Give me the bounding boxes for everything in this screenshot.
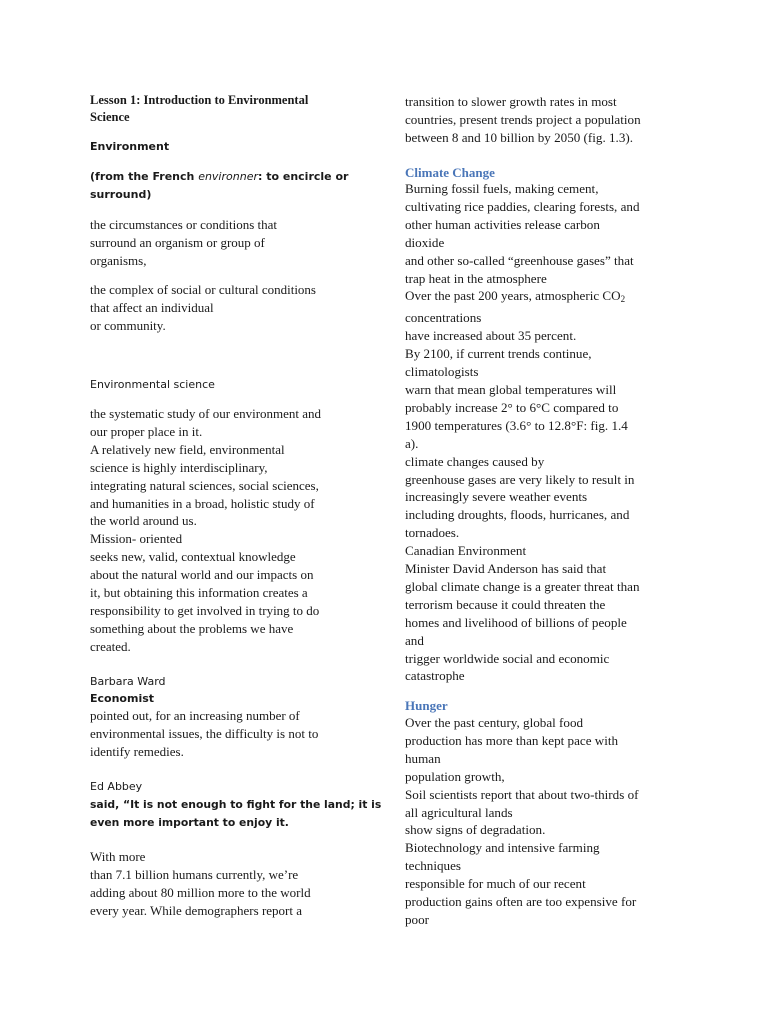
text-line: concentrations bbox=[405, 310, 482, 326]
text-line: the systematic study of our environment and bbox=[90, 406, 322, 421]
co2-subscript: 2 bbox=[620, 294, 626, 305]
french-line2: surround) bbox=[90, 188, 152, 201]
definition-2 bbox=[90, 281, 316, 335]
text-line: Mission- oriented bbox=[90, 531, 183, 547]
text-line: human bbox=[405, 750, 441, 766]
lesson-title bbox=[90, 92, 350, 126]
population-body bbox=[90, 848, 311, 920]
text-line: and bbox=[405, 632, 424, 648]
text-line: trap heat in the atmosphere bbox=[405, 270, 547, 286]
text-line: countries, present trends project a population bbox=[405, 111, 641, 127]
text-line: homes and livelihood of billions of people bbox=[405, 614, 627, 630]
text-line: probably increase 2° to 6°C compared to bbox=[405, 399, 619, 415]
text-line: techniques bbox=[405, 858, 461, 874]
text-line: seeks new, valid, contextual knowledge bbox=[90, 549, 296, 565]
text-line: science is highly interdisciplinary, bbox=[90, 459, 268, 475]
text-line: and humanities in a broad, holistic study of bbox=[90, 495, 315, 511]
text-line: catastrophe bbox=[405, 668, 465, 684]
text-line: pointed out, for an increasing number of bbox=[90, 708, 300, 723]
text-line: tornadoes. bbox=[405, 525, 460, 541]
text-line: identify remedies. bbox=[90, 743, 184, 759]
text-line: or community. bbox=[90, 317, 166, 333]
text-line: 1900 temperatures (3.6° to 12.8°F: fig. 1.4 bbox=[405, 417, 628, 433]
ward-body bbox=[90, 707, 318, 761]
text-line: global climate change is a greater threat than bbox=[405, 578, 640, 594]
text-line: dioxide bbox=[405, 234, 445, 250]
text-line: all agricultural lands bbox=[405, 804, 513, 820]
text-line: production gains often are too expensive for bbox=[405, 894, 637, 910]
environment-heading: Environment bbox=[90, 140, 170, 153]
french-word: environner bbox=[198, 170, 258, 183]
text-line: it, but obtaining this information creates a bbox=[90, 585, 308, 601]
text-line: have increased about 35 percent. bbox=[405, 328, 577, 344]
text-line: that affect an individual bbox=[90, 299, 214, 315]
text-line: about the natural world and our impacts on bbox=[90, 567, 314, 583]
text-line: integrating natural sciences, social sciences, bbox=[90, 477, 319, 493]
ward-name: Barbara Ward bbox=[90, 675, 166, 688]
climate-body bbox=[405, 180, 640, 685]
text-line: warn that mean global temperatures will bbox=[405, 381, 617, 397]
french-prefix: (from the French bbox=[90, 170, 199, 183]
text-line: organisms, bbox=[90, 252, 147, 268]
text-line: By 2100, if current trends continue, bbox=[405, 346, 592, 362]
text-line: our proper place in it. bbox=[90, 423, 203, 439]
ward-role: Economist bbox=[90, 692, 155, 705]
text-line: show signs of degradation. bbox=[405, 822, 546, 838]
text-line: Minister David Anderson has said that bbox=[405, 561, 607, 577]
hunger-body bbox=[405, 714, 638, 929]
text-line: including droughts, floods, hurricanes, and bbox=[405, 507, 630, 523]
title-line: Lesson 1: Introduction to Environmental bbox=[90, 93, 309, 107]
text-line: A relatively new field, environmental bbox=[90, 441, 285, 457]
text-line: the circumstances or conditions that bbox=[90, 217, 278, 232]
french-origin bbox=[90, 168, 348, 204]
text-line: even more important to enjoy it. bbox=[90, 815, 289, 829]
abbey-name: Ed Abbey bbox=[90, 780, 143, 793]
text-line: Burning fossil fuels, making cement, bbox=[405, 181, 599, 196]
text-line: adding about 80 million more to the world bbox=[90, 884, 311, 900]
text-line: climate changes caused by bbox=[405, 453, 545, 469]
text-line: and other so-called “greenhouse gases” that bbox=[405, 252, 634, 268]
text-line: the complex of social or cultural conditions bbox=[90, 282, 316, 297]
text-line: responsible for much of our recent bbox=[405, 876, 586, 892]
text-line: production has more than kept pace with bbox=[405, 732, 619, 748]
hunger-heading: Hunger bbox=[405, 698, 448, 713]
text-line: poor bbox=[405, 911, 430, 927]
text-line: Biotechnology and intensive farming bbox=[405, 840, 600, 856]
text-line: climatologists bbox=[405, 364, 479, 380]
text-line: cultivating rice paddies, clearing forests, and bbox=[405, 198, 640, 214]
text-line: other human activities release carbon bbox=[405, 216, 600, 232]
text-line: a). bbox=[405, 435, 419, 451]
text-line: greenhouse gases are very likely to result in bbox=[405, 471, 635, 487]
text-line: said, “It is not enough to fight for the land; it is bbox=[90, 798, 382, 811]
french-suffix: : to encircle or bbox=[257, 170, 349, 183]
text-line: surround an organism or group of bbox=[90, 234, 265, 250]
text-line: created. bbox=[90, 638, 131, 654]
text-line: Soil scientists report that about two-thirds of bbox=[405, 786, 639, 802]
co2-line bbox=[405, 287, 640, 309]
envsci-heading: Environmental science bbox=[90, 378, 215, 391]
text-line: something about the problems we have bbox=[90, 620, 294, 636]
text-line: transition to slower growth rates in most bbox=[405, 94, 617, 109]
text-line: between 8 and 10 billion by 2050 (fig. 1.3). bbox=[405, 129, 634, 145]
text-line: population growth, bbox=[405, 768, 505, 784]
title-line: Science bbox=[90, 110, 130, 124]
text-line: responsibility to get involved in trying to do bbox=[90, 602, 320, 618]
abbey-quote bbox=[90, 796, 381, 831]
text-line: With more bbox=[90, 849, 146, 864]
envsci-body bbox=[90, 405, 321, 656]
text-line: every year. While demographers report a bbox=[90, 902, 302, 918]
text-line: Canadian Environment bbox=[405, 543, 527, 559]
co2-prefix: Over the past 200 years, atmospheric CO bbox=[405, 288, 621, 304]
text-line: the world around us. bbox=[90, 513, 197, 529]
text-line: increasingly severe weather events bbox=[405, 489, 588, 505]
text-line: than 7.1 billion humans currently, we’re bbox=[90, 866, 299, 882]
text-line: Over the past century, global food bbox=[405, 715, 584, 730]
text-line: environmental issues, the difficulty is not to bbox=[90, 725, 319, 741]
definition-1 bbox=[90, 216, 277, 270]
population-continued bbox=[405, 93, 641, 147]
text-line: terrorism because it could threaten the bbox=[405, 596, 606, 612]
climate-heading: Climate Change bbox=[405, 165, 495, 180]
text-line: trigger worldwide social and economic bbox=[405, 650, 610, 666]
